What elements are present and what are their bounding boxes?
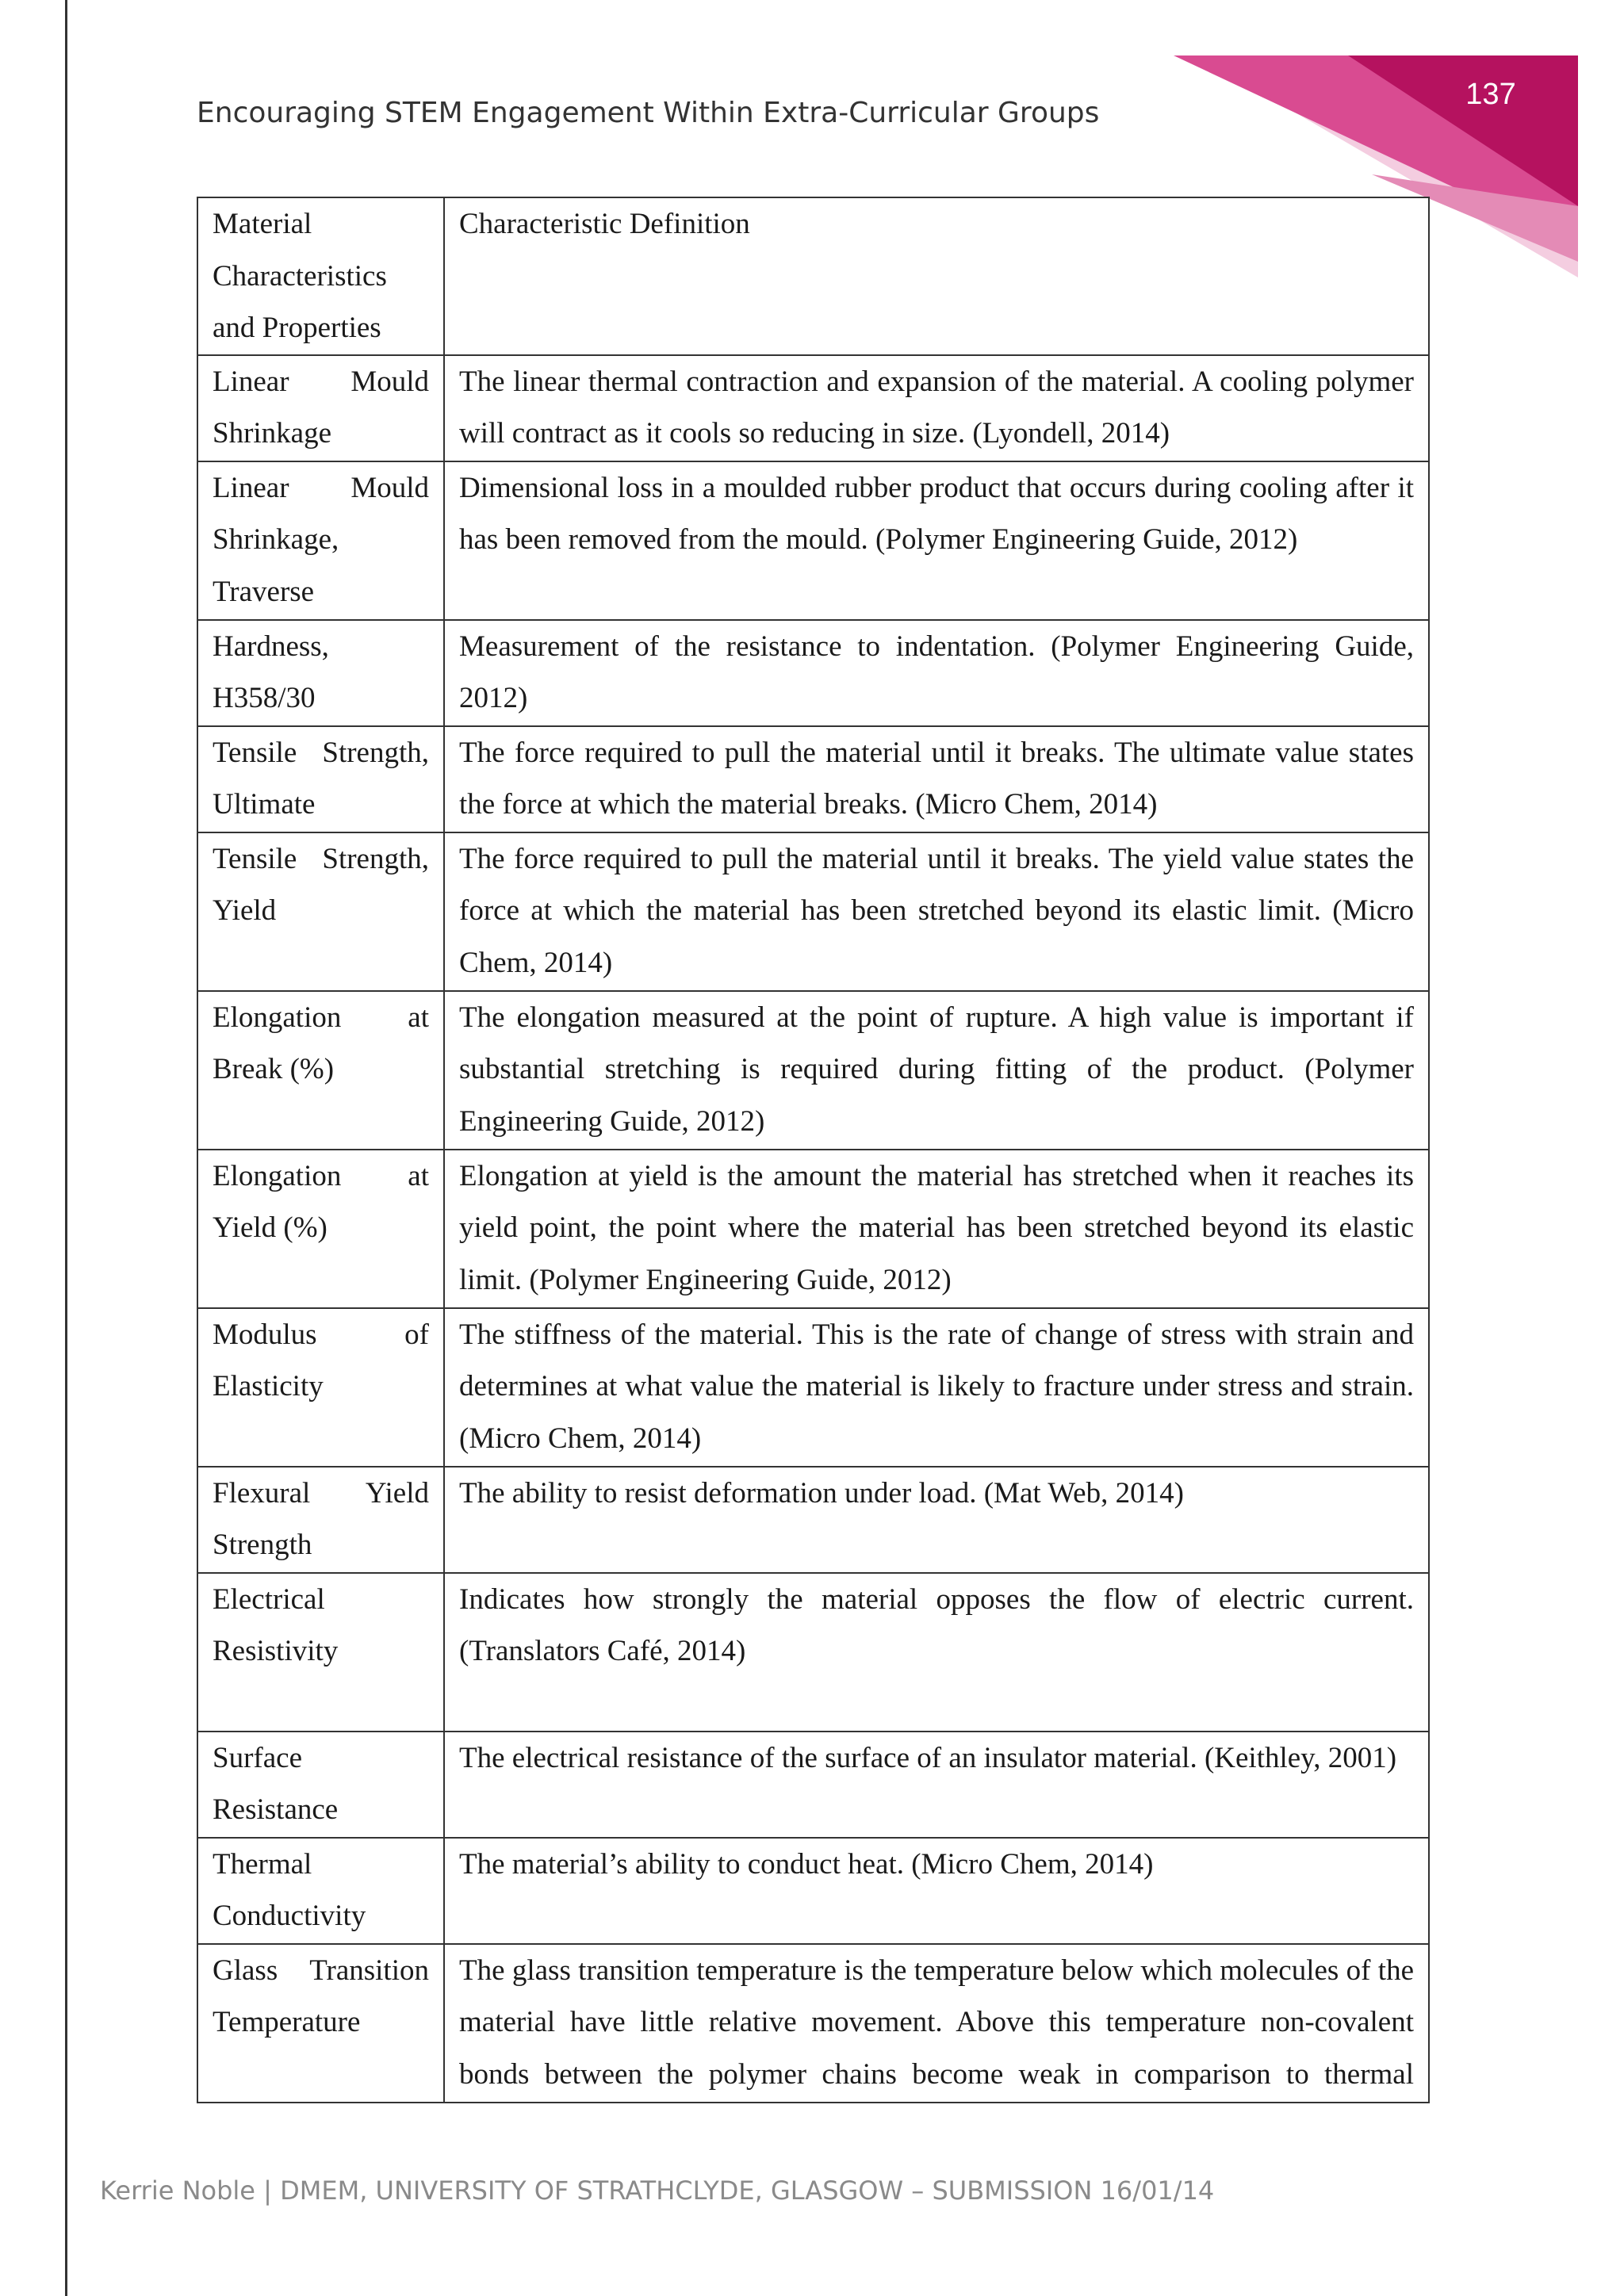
definition-cell: The electrical resistance of the surface of an insulator material. (Keithley, 2001) <box>444 1732 1429 1838</box>
definition-cell: The linear thermal contraction and expansion of the material. A cooling polymer will contract as it cools so reducing in size. (Lyondell, 2014) <box>444 355 1429 461</box>
property-cell: Surface Resistance <box>197 1732 444 1838</box>
property-cell: Thermal Conductivity <box>197 1838 444 1944</box>
definition-cell: The force required to pull the material until it breaks. The yield value states the force at which the material has been stretched beyond its elastic limit. (Micro Chem, 2014) <box>444 832 1429 991</box>
definition-cell: The elongation measured at the point of rupture. A high value is important if substantial stretching is required during fitting of the product. (Polymer Engineering Guide, 2012) <box>444 991 1429 1150</box>
table-row <box>197 1732 1429 1838</box>
definition-cell: The glass transition temperature is the temperature below which molecules of the material have little relative movement. Above this temperature non-covalent bonds between the polymer chains become weak in comparison to thermal <box>444 1944 1429 2103</box>
property-cell: Linear Mould Shrinkage, Traverse <box>197 461 444 620</box>
table-row <box>197 726 1429 832</box>
table-row <box>197 1467 1429 1573</box>
definition-cell: The force required to pull the material until it breaks. The ultimate value states the force at which the material breaks. (Micro Chem, 2014) <box>444 726 1429 832</box>
property-cell: Flexural Yield Strength <box>197 1467 444 1573</box>
table-row <box>197 1838 1429 1944</box>
column-header-property: Material Characteristics and Properties <box>197 197 444 355</box>
table-row <box>197 832 1429 991</box>
definition-cell: Elongation at yield is the amount the material has stretched when it reaches its yield point, the point where the material has been stretched beyond its elastic limit. (Polymer Engineering Guide, 2012) <box>444 1150 1429 1308</box>
table-row <box>197 1150 1429 1308</box>
definition-cell: Dimensional loss in a moulded rubber product that occurs during cooling after it has been removed from the mould. (Polymer Engineering Guide, 2012) <box>444 461 1429 620</box>
material-properties-table <box>197 197 1430 2103</box>
page-margin-line <box>65 0 67 2296</box>
property-cell: Electrical Resistivity <box>197 1573 444 1732</box>
page-footer: Kerrie Noble | DMEM, UNIVERSITY OF STRATHCLYDE, GLASGOW – SUBMISSION 16/01/14 <box>100 2175 1215 2206</box>
table-row <box>197 991 1429 1150</box>
definition-cell: The material’s ability to conduct heat. (Micro Chem, 2014) <box>444 1838 1429 1944</box>
definition-cell: The stiffness of the material. This is the rate of change of stress with strain and determines at what value the material is likely to fracture under stress and strain. (Micro Chem, 2014) <box>444 1308 1429 1467</box>
running-header-title: Encouraging STEM Engagement Within Extra-Curricular Groups <box>197 97 1100 129</box>
property-cell: Hardness, H358/30 <box>197 620 444 726</box>
property-cell: Elongation at Yield (%) <box>197 1150 444 1308</box>
column-header-definition: Characteristic Definition <box>444 197 1429 355</box>
definition-cell: The ability to resist deformation under load. (Mat Web, 2014) <box>444 1467 1429 1573</box>
page-number: 137 <box>1465 78 1516 111</box>
property-cell: Tensile Strength, Yield <box>197 832 444 991</box>
definition-cell: Indicates how strongly the material opposes the flow of electric current. (Translators Café, 2014) <box>444 1573 1429 1732</box>
property-cell: Modulus of Elasticity <box>197 1308 444 1467</box>
property-cell: Tensile Strength, Ultimate <box>197 726 444 832</box>
table-row <box>197 620 1429 726</box>
table-header-row <box>197 197 1429 355</box>
table-row <box>197 355 1429 461</box>
property-cell: Elongation at Break (%) <box>197 991 444 1150</box>
table-row <box>197 461 1429 620</box>
property-cell: Glass Transition Temperature <box>197 1944 444 2103</box>
table-row <box>197 1944 1429 2103</box>
property-cell: Linear Mould Shrinkage <box>197 355 444 461</box>
definition-cell: Measurement of the resistance to indentation. (Polymer Engineering Guide, 2012) <box>444 620 1429 726</box>
table-row <box>197 1573 1429 1732</box>
table-row <box>197 1308 1429 1467</box>
